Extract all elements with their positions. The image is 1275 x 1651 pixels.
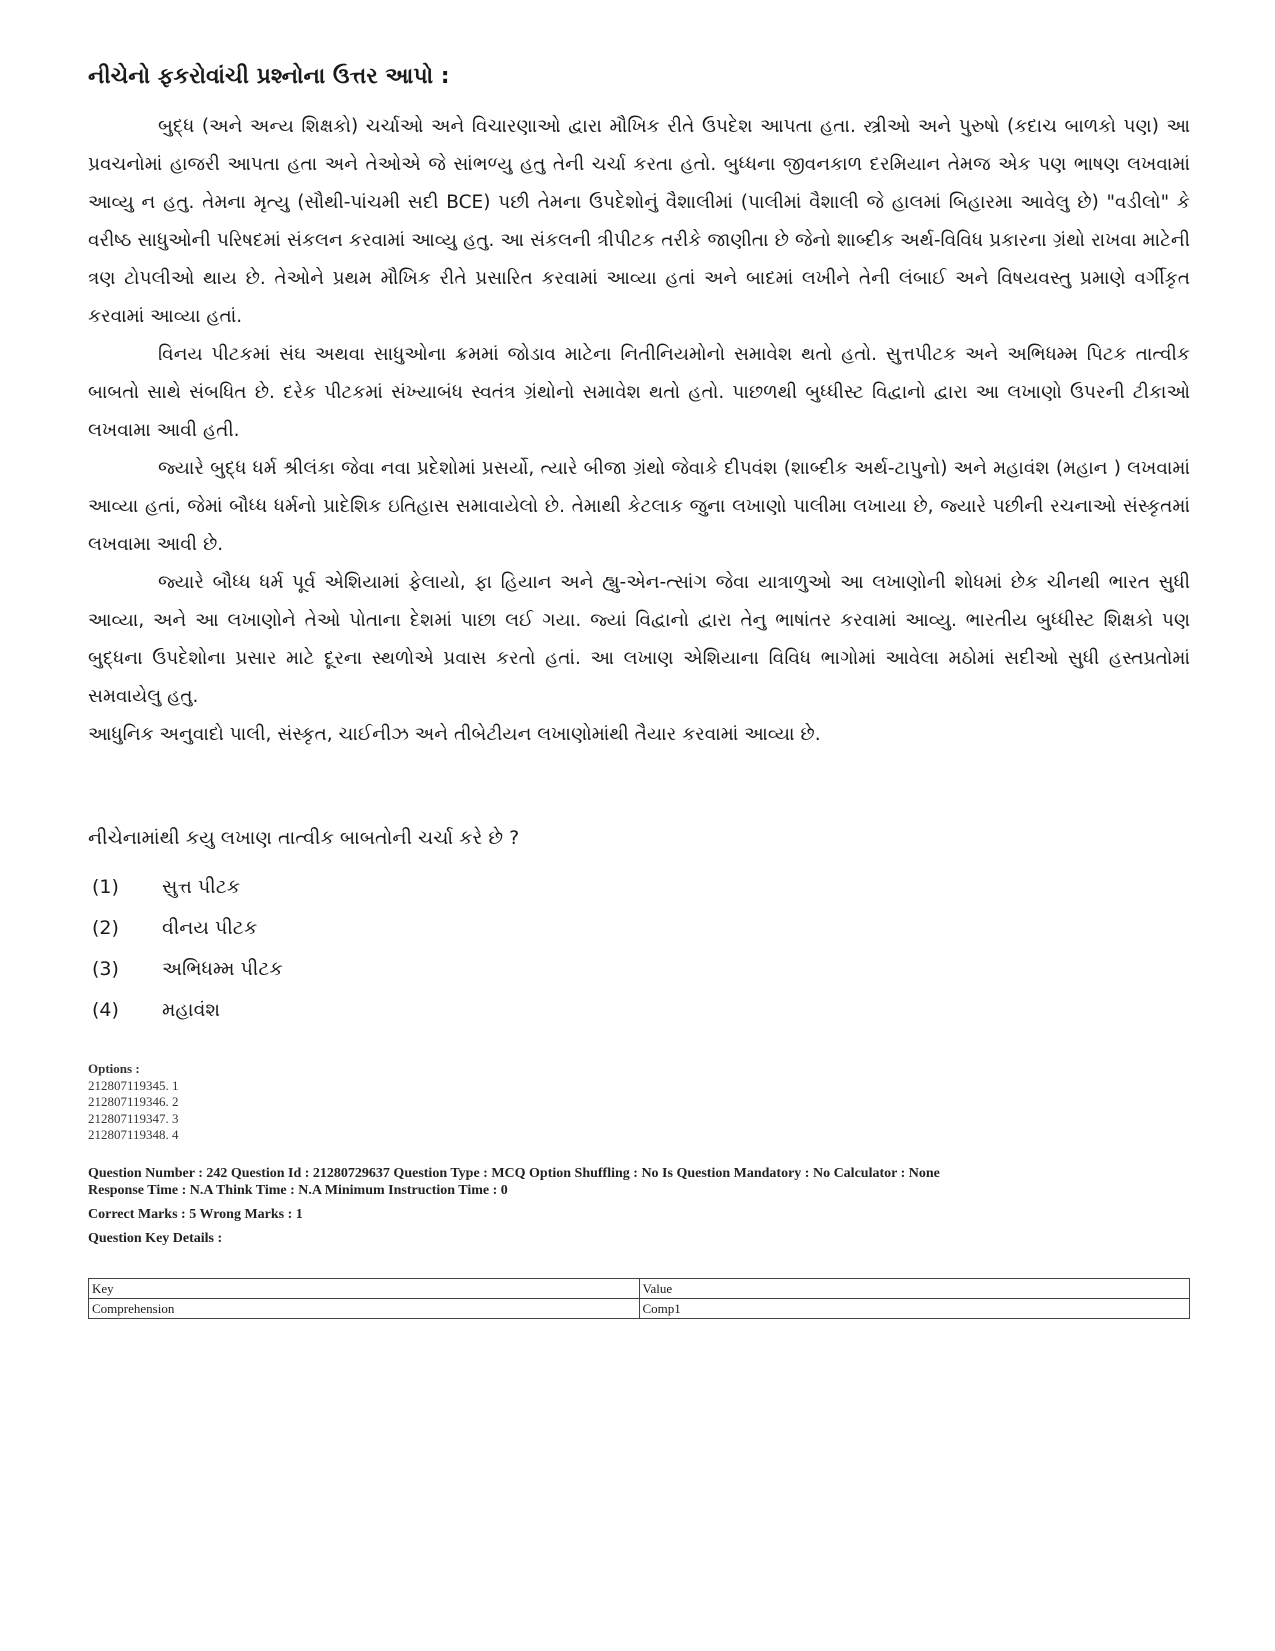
table-header-cell: Value [639,1279,1190,1299]
passage-paragraph: આધુનિક અનુવાદો પાલી, સંસ્કૃત, ચાઈનીઝ અને તીબેટીયન લખાણોમાંથી તૈયાર કરવામાં આવ્યા છે. [88,724,821,745]
answer-choice [92,866,283,907]
choice-text: અભિધમ્મ પીટક [162,957,283,980]
options-label: Options : [88,1061,140,1076]
passage-paragraph: જ્યારે બૌધ્ધ ધર્મ પૂર્વ એશિયામાં ફેલાયો, ફા હિયાન અને હ્યુ-એન-ત્સાંગ જેવા યાત્રાળુઓ આ લખાણોની શોધમાં છેક ચીનથી ભારત સુધી આવ્યા, અને આ લખાણોને તેઓ પોતાના દેશમાં પાછા લઈ ગયા. જ્યાં વિદ્વાનો દ્વારા તેનુ ભાષાંતર કરવામાં આવ્યુ. ભારતીય બુધ્ધીસ્ટ શિક્ષકો પણ બુદ્ધના ઉપદેશોના પ્રસાર માટે દૂરના સ્થળોએ પ્રવાસ કરતો હતાં. આ લખાણ એશિયાના વિવિધ ભાગોમાં આવેલા મઠોમાં સદીઓ સુધી હસ્તપ્રતોમાં સમવાયેલુ હતુ. [88,572,1190,707]
passage-paragraph: બુદ્ધ (અને અન્ય શિક્ષકો) ચર્ચાઓ અને વિચારણાઓ દ્વારા મૌખિક રીતે ઉપદેશ આપતા હતા. સ્ત્રીઓ અને પુરુષો (કદાચ બાળકો પણ) આ પ્રવચનોમાં હાજરી આપતા હતા અને તેઓએ જે સાંભળ્યુ હતુ તેની ચર્ચા કરતા હતો. બુધ્ધના જીવનકાળ દરમિયાન તેમજ એક પણ ભાષણ લખવામાં આવ્યુ ન હતુ. તેમના મૃત્યુ (સૌથી-પાંચમી સદી BCE) પછી તેમના ઉપદેશોનું વૈશાલીમાં (પાલીમાં વૈશાલી જે હાલમાં બિહારમા આવેલુ છે) "વડીલો" કે વરીષ્ઠ સાધુઓની પરિષદમાં સંકલન કરવામાં આવ્યુ હતુ. આ સંકલની ત્રીપીટક તરીકે જાણીતા છે જેનો શાબ્દીક અર્થ-વિવિધ પ્રકારના ગ્રંથો રાખવા માટેની ત્રણ ટોપલીઓ થાય છે. તેઓને પ્રથમ મૌખિક રીતે પ્રસારિત કરવામાં આવ્યા હતાં અને બાદમાં લખીને તેની લંબાઈ અને વિષયવસ્તુ પ્રમાણે વર્ગીકૃત કરવામાં આવ્યા હતાં. [88,116,1190,327]
key-details-label: Question Key Details : [88,1231,223,1246]
choice-text: મહાવંશ [162,998,221,1021]
answer-choice [92,989,283,1030]
choice-text: વીનય પીટક [162,916,258,939]
choice-number: (2) [92,916,119,939]
option-id: 212807119346. 2 [88,1094,179,1109]
marks-line: Correct Marks : 5 Wrong Marks : 1 [88,1207,303,1222]
choice-text: સુત્ત પીટક [162,875,241,898]
answer-choices [92,866,283,1030]
passage-paragraph: વિનય પીટકમાં સંઘ અથવા સાધુઓના ક્રમમાં જોડાવ માટેના નિતીનિયમોનો સમાવેશ થતો હતો. સુત્તપીટક અને અભિધમ્મ પિટક તાત્વીક બાબતો સાથે સંબધિત છે. દરેક પીટકમાં સંખ્યાબંધ સ્વતંત્ર ગ્રંથોનો સમાવેશ થતો હતો. પાછળથી બુધ્ધીસ્ટ વિદ્વાનો દ્વારા આ લખાણો ઉપરની ટીકાઓ લખવામા આવી હતી. [88,344,1190,441]
choice-number: (3) [92,957,119,980]
option-id: 212807119345. 1 [88,1077,179,1093]
choice-number: (4) [92,998,119,1021]
table-row [89,1299,1190,1319]
passage-paragraph: જ્યારે બુદ્ધ ધર્મ શ્રીલંકા જેવા નવા પ્રદેશોમાં પ્રસર્યો, ત્યારે બીજા ગ્રંથો જેવાકે દીપવંશ (શાબ્દીક અર્થ-ટાપુનો) અને મહાવંશ (મહાન ) લખવામાં આવ્યા હતાં, જેમાં બૌધ્ધ ધર્મનો પ્રાદેશિક ઇતિહાસ સમાવાયેલો છે. તેમાથી કેટલાક જુના લખાણો પાલીમા લખાયા છે, જ્યારે પછીની રચનાઓ સંસ્કૃતમાં લખવામા આવી છે. [88,458,1190,555]
question-text: નીચેનામાંથી કયુ લખાણ તાત્વીક બાબતોની ચર્ચા કરે છે ? [88,827,520,849]
option-id: 212807119348. 4 [88,1127,179,1142]
table-cell: Comp1 [639,1299,1190,1319]
option-id-list [88,1061,179,1144]
option-id: 212807119347. 3 [88,1110,179,1126]
table-cell: Comprehension [89,1299,640,1319]
table-header-cell: Key [89,1279,640,1299]
key-details-table [88,1278,1190,1319]
question-meta-line2: Response Time : N.A Think Time : N.A Minimum Instruction Time : 0 [88,1183,508,1198]
answer-choice [92,948,283,989]
question-meta-line1: Question Number : 242 Question Id : 21280729637 Question Type : MCQ Option Shuffling : No Is Question Mandatory : No Calculator : None [88,1166,940,1181]
answer-choice [92,907,283,948]
choice-number: (1) [92,875,119,898]
table-header-row [89,1279,1190,1299]
passage-heading: નીચેનો ફકરોવાંચી પ્રશ્નોના ઉત્તર આપો : [88,64,450,89]
passage-body [88,108,1190,754]
